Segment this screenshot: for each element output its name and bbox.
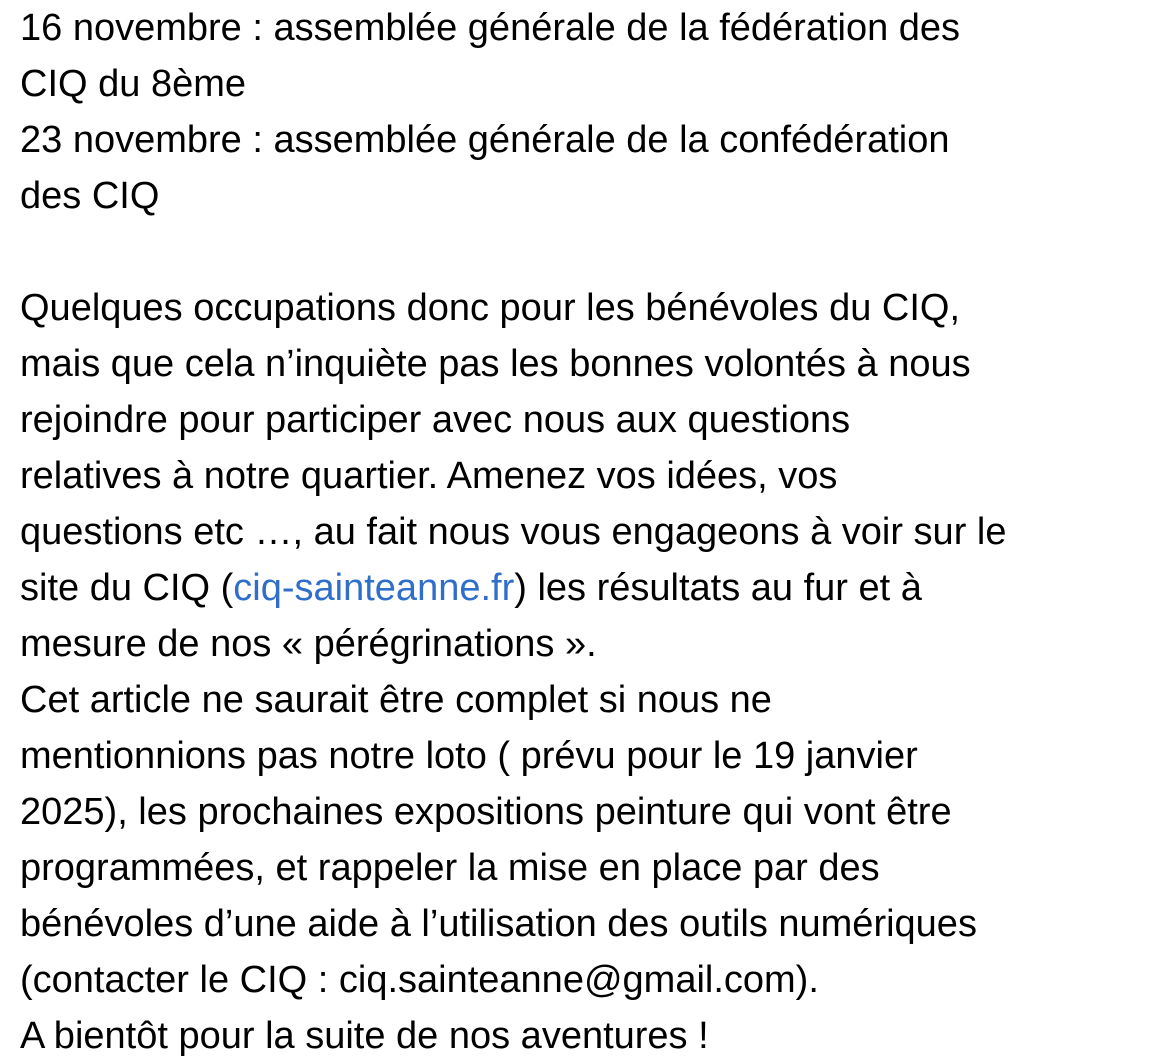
paragraph-line-2: mais que cela n’inquiète pas les bonnes volontés à nous [20,343,971,385]
paragraph-line-9: mentionnions pas notre loto ( prévu pour le 19 janvier [20,735,918,777]
paragraph-line-8: Cet article ne saurait être complet si nous ne [20,679,772,721]
site-link[interactable]: ciq-sainteanne.fr [233,567,515,609]
article-text [20,0,1145,1064]
paragraph-line-7: mesure de nos « pérégrinations ». [20,623,597,665]
paragraph-line-1: Quelques occupations donc pour les bénévoles du CIQ, [20,287,961,329]
paragraph-line-10: 2025), les prochaines expositions peinture qui vont être [20,791,952,833]
paragraph-line-11: programmées, et rappeler la mise en place par des [20,847,880,889]
paragraph-line-5: questions etc …, au fait nous vous engageons à voir sur le [20,511,1007,553]
paragraph-line-4: relatives à notre quartier. Amenez vos idées, vos [20,455,838,497]
event-line-4: des CIQ [20,175,160,217]
paragraph-spacer [20,224,1145,280]
event-line-1: 16 novembre : assemblée générale de la fédération des [20,7,961,49]
paragraph-line-14: A bientôt pour la suite de nos aventures ! [20,1015,709,1057]
paragraph-line-12: bénévoles d’une aide à l’utilisation des outils numériques [20,903,977,945]
paragraph-line-6-after: ) les résultats au fur et à [514,567,922,609]
event-line-3: 23 novembre : assemblée générale de la confédération [20,119,950,161]
paragraph-line-6 [20,560,1145,616]
paragraph-line-3: rejoindre pour participer avec nous aux questions [20,399,851,441]
paragraph-line-6-before: site du CIQ ( [20,567,234,609]
event-line-2: CIQ du 8ème [20,63,246,105]
paragraph-line-13: (contacter le CIQ : ciq.sainteanne@gmail.com). [20,959,819,1001]
